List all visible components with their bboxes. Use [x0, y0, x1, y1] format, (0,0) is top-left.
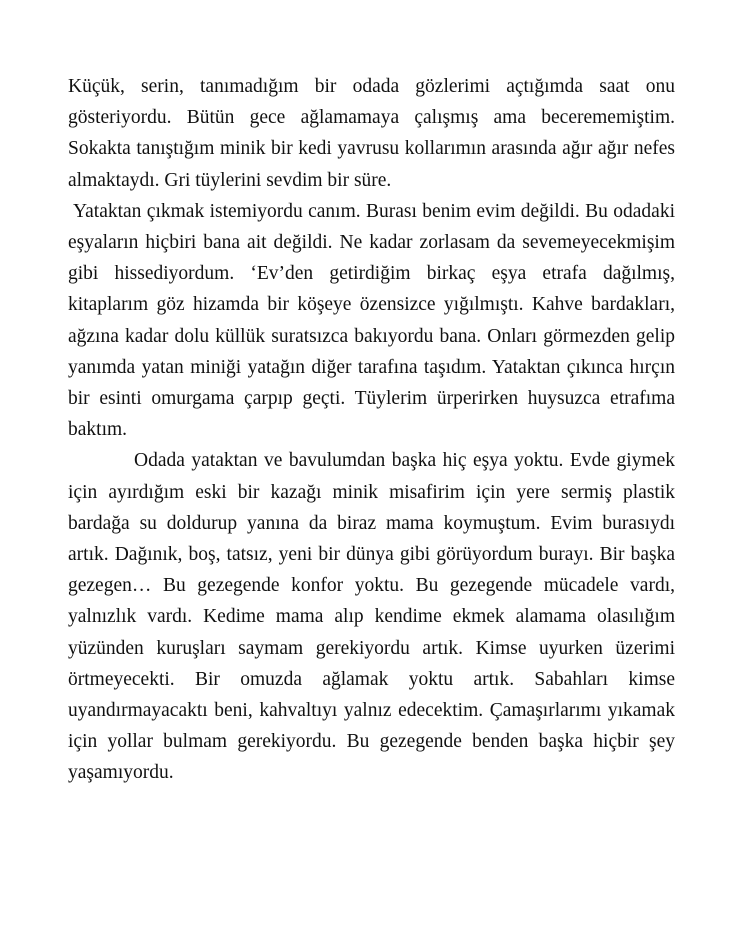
paragraph-1: Küçük, serin, tanımadığım bir odada gözlerimi açtığımda saat onu gösteriyordu. Bütün gece ağlamamaya çalışmış ama becerememiştim. Sokakta tanıştığım minik bir kedi yavrusu kollarımın arasında ağır ağır nefes almaktaydı. Gri tüylerini sevdim bir süre.: [68, 76, 675, 191]
paragraph-3: Odada yataktan ve bavulumdan başka hiç eşya yoktu. Evde giymek için ayırdığım eski bir kazağı minik misafirim için yere sermiş plastik bardağa su doldurup yanına da biraz mama koymuştum. Evim burasıydı artık. Dağınık, boş, tatsız, yeni bir dünya gibi görüyordum burayı. Bir başka gezegen… Bu gezegende konfor yoktu. Bu gezegende mücadele vardı, yalnızlık vardı. Kedime mama alıp kendime ekmek alamama olasılığım yüzünden kuruşları saymam gerekiyordu artık. Kimse uyurken üzerimi örtmeyecekti. Bir omuzda ağlamak yoktu artık. Sabahları kimse uyandırmayacaktı beni, kahvaltıyı yalnız edecektim. Çamaşırlarımı yıkamak için yollar bulmam gerekiyordu. Bu gezegende benden başka hiçbir şey yaşamıyordu.: [68, 450, 675, 784]
paragraph-2: Yataktan çıkmak istemiyordu canım. Burası benim evim değildi. Bu odadaki eşyaların hiçbiri bana ait değildi. Ne kadar zorlasam da sevemeyecekmişim gibi hissediyordum. ‘Ev’den getirdiğim birkaç eşya etrafa dağılmış, kitaplarım göz hizamda bir köşeye özensizce yığılmıştı. Kahve bardakları, ağzına kadar dolu küllük suratsızca bakıyordu bana. Onları görmezden gelip yanımda yatan miniği yatağın diğer tarafına taşıdım. Yataktan çıkınca hırçın bir esinti omurgama çarpıp geçti. Tüylerim ürperirken huysuzca etrafıma baktım.: [68, 200, 675, 441]
document-page: [68, 71, 675, 789]
